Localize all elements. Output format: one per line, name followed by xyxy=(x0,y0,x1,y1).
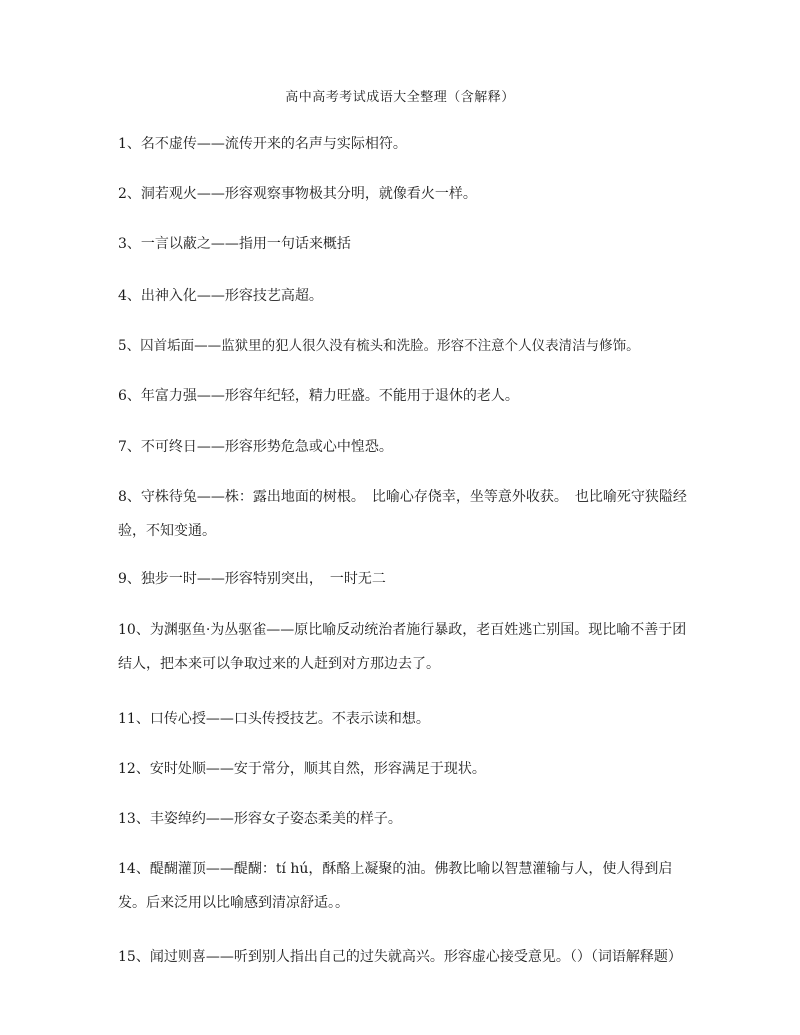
list-item xyxy=(118,566,698,592)
entry-text: 醍醐灌顶——醍醐：tí hú，酥酪上凝聚的油。佛教比喻以智慧灌输与人，使人得到启发。后来泛用以比喻感到清凉舒适。。 xyxy=(118,861,673,911)
entry-number: 12、 xyxy=(118,761,150,777)
entry-text: 丰姿绰约——形容女子姿态柔美的样子。 xyxy=(149,811,402,827)
list-item xyxy=(118,852,698,920)
list-item xyxy=(118,434,698,460)
entry-text: 闻过则喜——听到别人指出自己的过失就高兴。形容虚心接受意见。（）（词语解释题） xyxy=(149,949,682,965)
document-title: 高中高考考试成语大全整理（含解释） xyxy=(285,90,515,105)
entry-text: 口传心授——口头传授技艺。不表示读和想。 xyxy=(149,711,430,727)
entry-number: 8、 xyxy=(118,489,141,505)
list-item xyxy=(118,131,698,157)
entry-number: 7、 xyxy=(118,439,141,455)
entry-number: 5、 xyxy=(118,338,141,354)
entry-text: 一言以蔽之——指用一句话来概括 xyxy=(140,236,351,252)
entry-text: 安时处顺——安于常分，顺其自然，形容满足于现状。 xyxy=(149,761,486,777)
entry-text: 为渊驱鱼·为丛驱雀——原比喻反动统治者施行暴政，老百姓逃亡别国。现比喻不善于团结人，把本来可以争取过来的人赶到对方那边去了。 xyxy=(118,622,687,672)
entry-text: 不可终日——形容形势危急或心中惶恐。 xyxy=(140,439,393,455)
entry-number: 1、 xyxy=(118,136,141,152)
list-item xyxy=(118,181,698,207)
list-item xyxy=(118,706,698,732)
entry-text: 洞若观火——形容观察事物极其分明，就像看火一样。 xyxy=(140,186,477,202)
list-item xyxy=(118,613,698,681)
entry-number: 2、 xyxy=(118,186,141,202)
list-item xyxy=(118,383,698,409)
entry-number: 15、 xyxy=(118,949,150,965)
list-item xyxy=(118,480,698,548)
entry-number: 13、 xyxy=(118,811,150,827)
entry-number: 3、 xyxy=(118,236,141,252)
entry-text: 名不虚传——流传开来的名声与实际相符。 xyxy=(140,136,407,152)
entry-text: 守株待兔——株：露出地面的树根。 比喻心存侥幸，坐等意外收获。 也比喻死守狭隘经验，不知变通。 xyxy=(118,489,687,539)
list-item xyxy=(118,283,698,309)
entry-number: 14、 xyxy=(118,861,150,877)
entry-number: 9、 xyxy=(118,571,141,587)
list-item xyxy=(118,756,698,782)
entry-text: 独步一时——形容特别突出， 一时无二 xyxy=(140,571,386,587)
entry-number: 11、 xyxy=(118,711,150,727)
entry-text: 出神入化——形容技艺高超。 xyxy=(140,288,323,304)
entry-number: 6、 xyxy=(118,388,141,404)
entry-text: 囚首垢面——监狱里的犯人很久没有梳头和洗脸。形容不注意个人仪表清洁与修饰。 xyxy=(140,338,640,354)
list-item xyxy=(118,940,698,974)
entry-number: 10、 xyxy=(118,622,150,638)
entry-number: 4、 xyxy=(118,288,141,304)
entry-text: 年富力强——形容年纪轻，精力旺盛。不能用于退休的老人。 xyxy=(140,388,519,404)
list-item xyxy=(118,806,698,832)
list-item xyxy=(118,231,698,257)
list-item xyxy=(118,333,718,359)
